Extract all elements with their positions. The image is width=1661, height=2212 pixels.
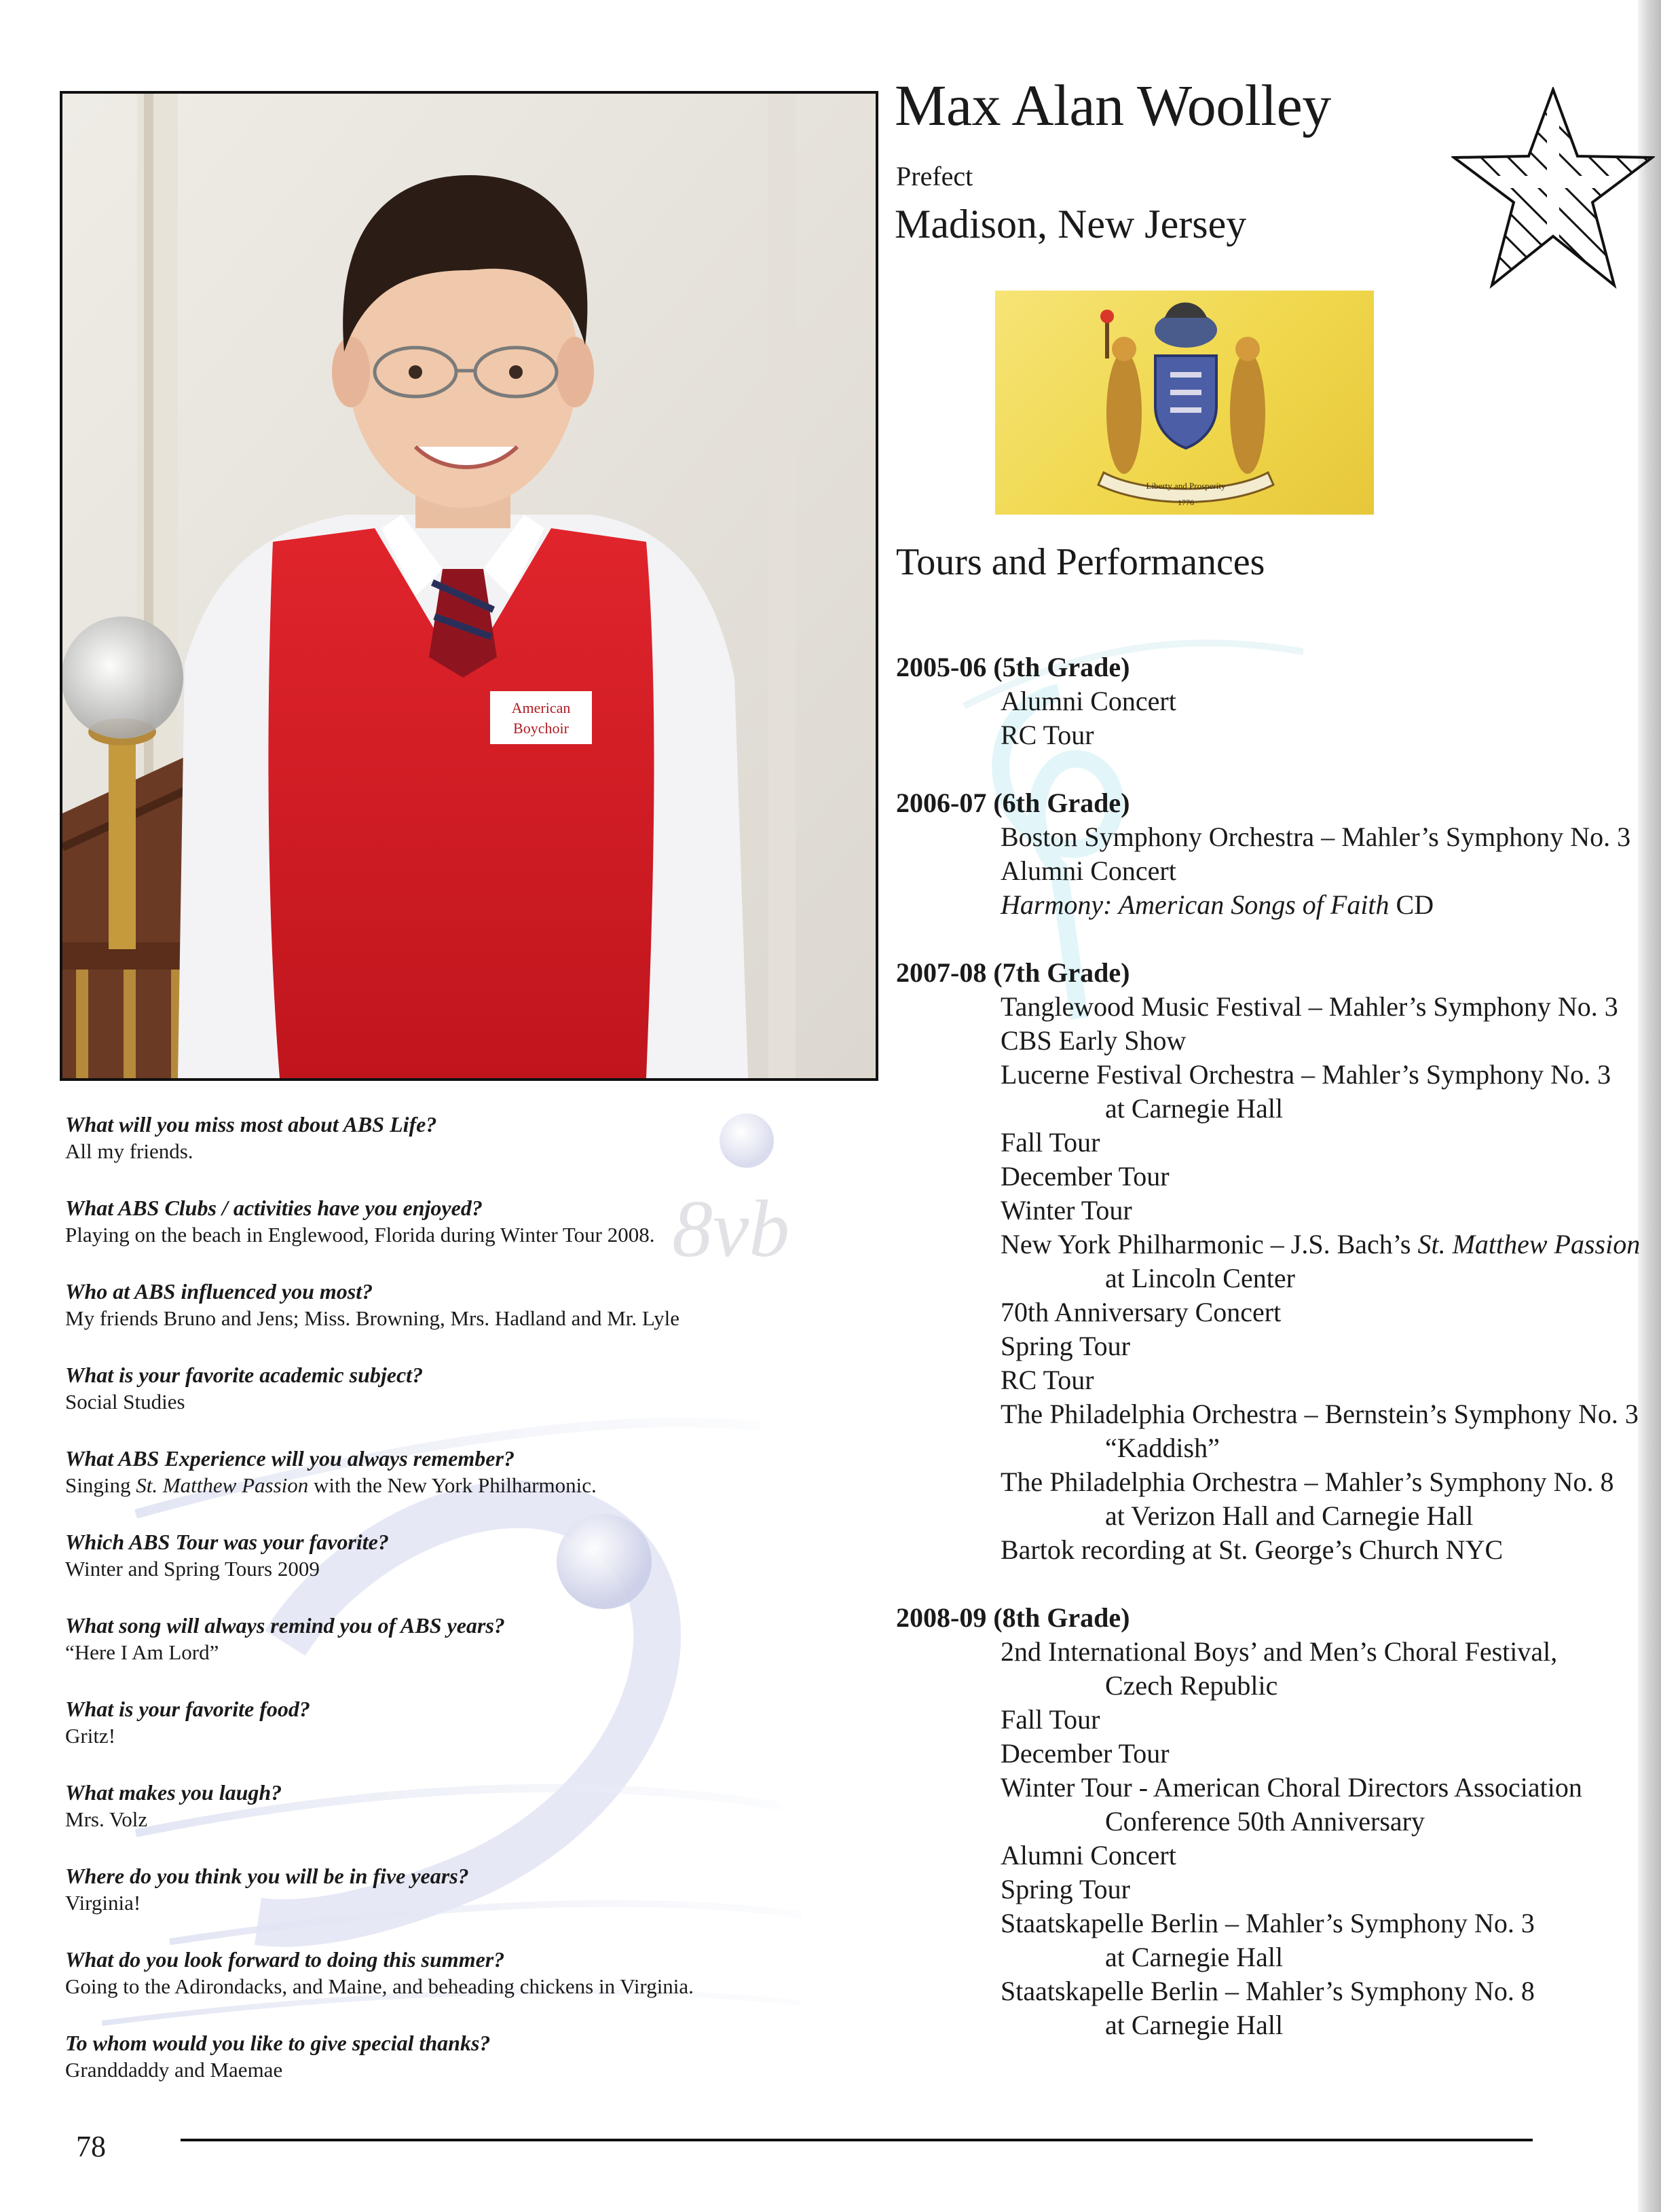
nyphil-work: St. Matthew Passion — [1417, 1229, 1641, 1259]
qa-answer: Mrs. Volz — [65, 1807, 148, 1831]
qa-answer: Playing on the beach in Englewood, Florida during Winter Tour 2008. — [65, 1223, 655, 1247]
tour-item: Staatskapelle Berlin – Mahler’s Symphony No. 8 — [1001, 1976, 1535, 2006]
nyphil-prefix: New York Philharmonic – J.S. Bach’s — [1001, 1229, 1418, 1259]
tour-item: RC Tour — [1001, 1365, 1094, 1395]
qa-question: What song will always remind you of ABS years? — [65, 1613, 505, 1638]
tour-item-continuation: Conference 50th Anniversary — [1105, 1806, 1425, 1837]
qa-question: What is your favorite food? — [65, 1697, 310, 1721]
portrait-photo — [60, 91, 878, 1081]
qa-item — [65, 1612, 812, 1695]
qa-question: What ABS Experience will you always remember? — [65, 1446, 515, 1471]
footer-rule — [181, 2139, 1533, 2141]
state-seal-icon — [995, 291, 1374, 515]
qa-answer: Winter and Spring Tours 2009 — [65, 1557, 320, 1581]
tour-item: Spring Tour — [1001, 1331, 1130, 1361]
tour-item: Spring Tour — [1001, 1874, 1130, 1904]
qa-item — [65, 2029, 812, 2113]
tour-item: Boston Symphony Orchestra – Mahler’s Symphony No. 3 — [1001, 822, 1631, 852]
state-flag — [995, 291, 1374, 515]
tours-list — [896, 650, 1640, 2076]
qa-item — [65, 1862, 812, 1946]
flag-year-text: 1776 — [1178, 498, 1194, 507]
tour-item: CBS Early Show — [1001, 1025, 1187, 1056]
qa-item — [65, 1779, 812, 1862]
tour-item: Winter Tour - American Choral Directors Association — [1001, 1772, 1582, 1803]
page-number: 78 — [76, 2130, 106, 2163]
tour-item: RC Tour — [1001, 720, 1094, 750]
qa-question: What is your favorite academic subject? — [65, 1363, 424, 1387]
tour-item: Alumni Concert — [1001, 686, 1176, 716]
qa-item — [65, 1445, 812, 1528]
tour-item: December Tour — [1001, 1161, 1170, 1192]
qa-answer: Granddaddy and Maemae — [65, 2058, 283, 2082]
year-items — [896, 990, 1640, 1567]
cd-title: Harmony: American Songs of Faith — [1001, 889, 1389, 920]
tour-item: Lucerne Festival Orchestra – Mahler’s Symphony No. 3 — [1001, 1059, 1611, 1090]
tour-item-continuation: at Carnegie Hall — [1105, 1093, 1284, 1124]
tour-item: Bartok recording at St. George’s Church NYC — [1001, 1534, 1504, 1565]
qa-question: What do you look forward to doing this summer? — [65, 1947, 505, 1972]
octave-mark: 8vb — [672, 1183, 790, 1274]
tour-item-continuation: at Carnegie Hall — [1105, 1942, 1284, 1972]
page-edge — [1638, 0, 1661, 2212]
tours-heading: Tours and Performances — [896, 541, 1265, 583]
qa-answer-italic: St. Matthew Passion — [136, 1473, 309, 1497]
qa-question: Which ABS Tour was your favorite? — [65, 1530, 389, 1554]
tour-item: Alumni Concert — [1001, 1840, 1176, 1870]
student-role: Prefect — [896, 161, 973, 191]
qa-item — [65, 1528, 812, 1612]
qa-answer: All my friends. — [65, 1139, 193, 1163]
qa-item — [65, 1111, 812, 1194]
qa-answer: Virginia! — [65, 1891, 141, 1915]
qa-question: Who at ABS influenced you most? — [65, 1279, 373, 1304]
tour-item: 70th Anniversary Concert — [1001, 1297, 1282, 1327]
year-heading: 2005-06 (5th Grade) — [896, 652, 1130, 682]
qa-question: To whom would you like to give special thanks? — [65, 2031, 491, 2055]
qa-answer: Going to the Adirondacks, and Maine, and beheading chickens in Virginia. — [65, 1974, 694, 1998]
qa-question: What will you miss most about ABS Life? — [65, 1112, 437, 1137]
year-heading: 2008-09 (8th Grade) — [896, 1602, 1130, 1633]
tour-item-continuation: at Verizon Hall and Carnegie Hall — [1105, 1500, 1474, 1531]
qa-answer-suffix: with the New York Philharmonic. — [308, 1473, 597, 1497]
student-name: Max Alan Woolley — [895, 73, 1331, 138]
qa-answer: Gritz! — [65, 1724, 116, 1748]
tour-item: 2nd International Boys’ and Men’s Choral Festival, — [1001, 1636, 1558, 1667]
student-hometown: Madison, New Jersey — [895, 202, 1247, 246]
year-items — [896, 1635, 1640, 2042]
tour-item: Alumni Concert — [1001, 855, 1176, 886]
qa-item — [65, 1194, 812, 1278]
qa-item — [65, 1946, 812, 2029]
year-items — [896, 820, 1640, 922]
qa-question: Where do you think you will be in five years? — [65, 1864, 469, 1888]
tour-item-cd — [896, 888, 1640, 922]
flag-banner-text: Liberty and Prosperity — [1146, 481, 1226, 491]
qa-question: What ABS Clubs / activities have you enjoyed? — [65, 1196, 483, 1220]
star-icon — [1451, 87, 1655, 289]
portrait-illustration — [62, 94, 876, 1078]
tour-item: Fall Tour — [1001, 1127, 1100, 1158]
patch-line1: American — [511, 699, 571, 716]
qa-answer — [65, 1472, 812, 1499]
patch-line2: Boychoir — [513, 720, 569, 737]
questionnaire — [65, 1111, 812, 2113]
qa-item — [65, 1361, 812, 1445]
tour-item-nyphil — [896, 1228, 1640, 1261]
tour-item: The Philadelphia Orchestra – Mahler’s Symphony No. 8 — [1001, 1467, 1614, 1497]
qa-answer: Social Studies — [65, 1390, 185, 1414]
tour-item: Tanglewood Music Festival – Mahler’s Symphony No. 3 — [1001, 991, 1618, 1022]
tour-item: Winter Tour — [1001, 1195, 1132, 1225]
year-heading: 2007-08 (7th Grade) — [896, 957, 1130, 988]
qa-item — [65, 1695, 812, 1779]
tour-item-continuation: at Lincoln Center — [1105, 1263, 1295, 1293]
qa-question: What makes you laugh? — [65, 1780, 282, 1805]
tour-item: Fall Tour — [1001, 1704, 1100, 1735]
year-heading: 2006-07 (6th Grade) — [896, 788, 1130, 818]
tour-item-continuation: Czech Republic — [1105, 1670, 1278, 1701]
qa-answer: “Here I Am Lord” — [65, 1640, 219, 1664]
tour-item: December Tour — [1001, 1738, 1170, 1769]
qa-answer: My friends Bruno and Jens; Miss. Browning, Mrs. Hadland and Mr. Lyle — [65, 1306, 679, 1330]
year-items — [896, 684, 1640, 752]
tour-item-continuation: “Kaddish” — [1105, 1433, 1220, 1463]
tour-item: The Philadelphia Orchestra – Bernstein’s Symphony No. 3 — [1001, 1399, 1639, 1429]
cd-suffix: CD — [1389, 889, 1434, 920]
tour-item: Staatskapelle Berlin – Mahler’s Symphony No. 3 — [1001, 1908, 1535, 1938]
qa-item — [65, 1278, 812, 1361]
qa-answer-prefix: Singing — [65, 1473, 136, 1497]
tour-item-continuation: at Carnegie Hall — [1105, 2010, 1284, 2040]
